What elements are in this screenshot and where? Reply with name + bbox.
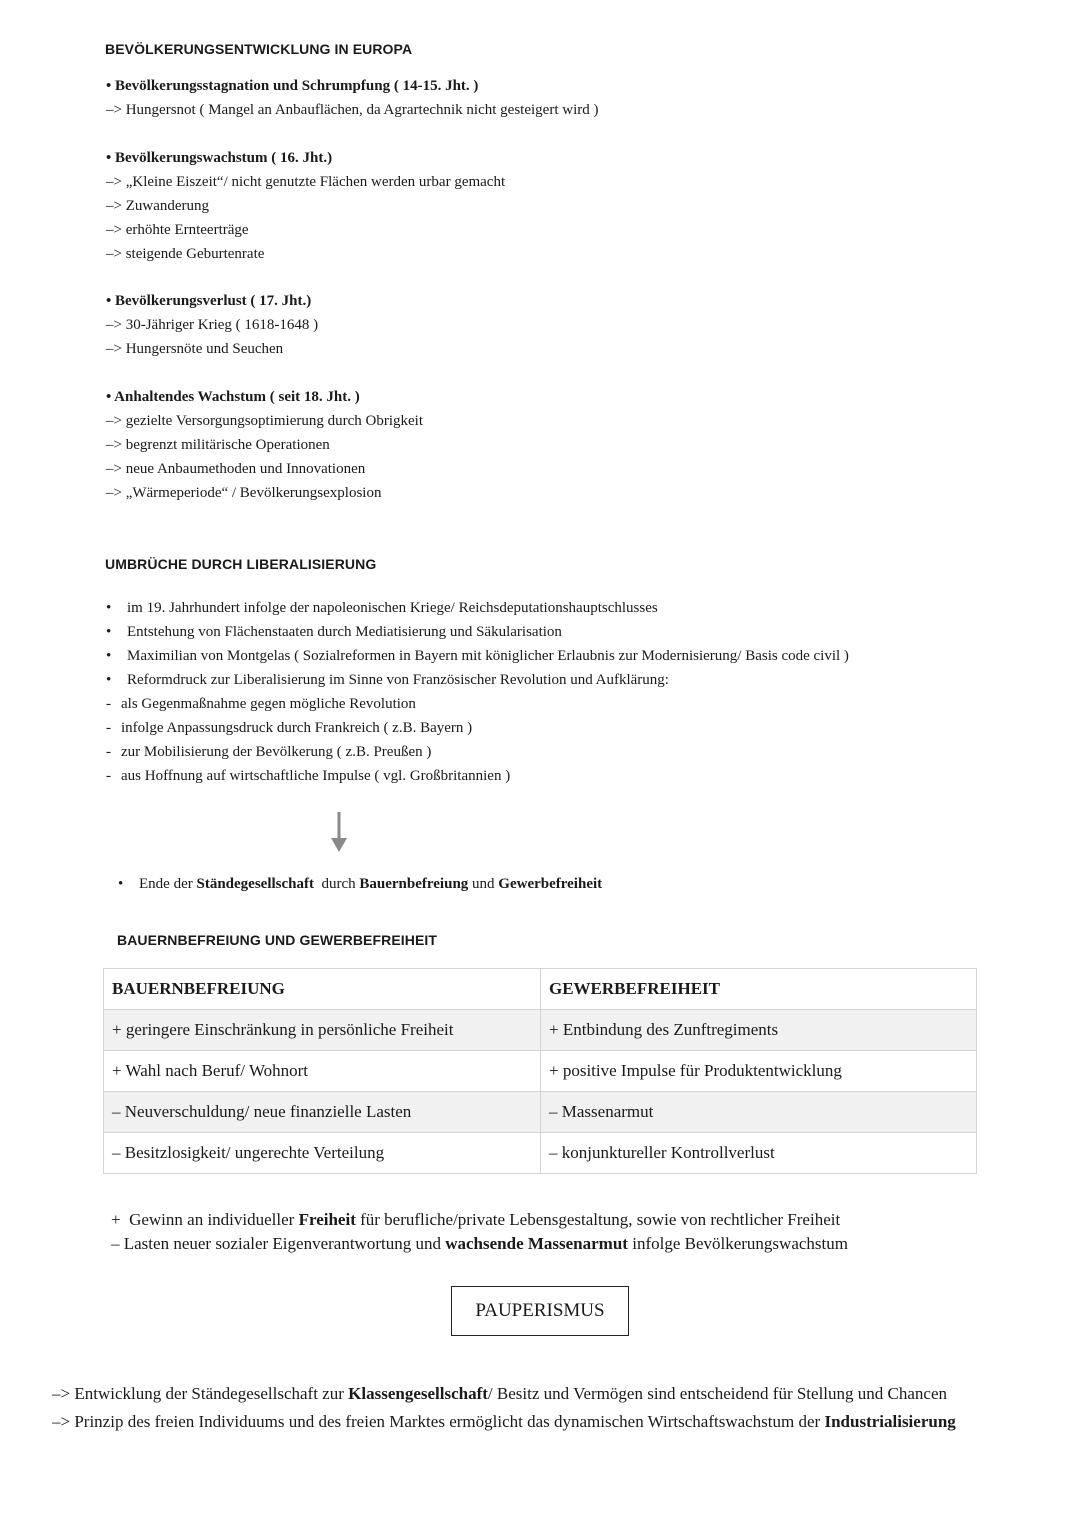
block-item: –> „Wärmeperiode“ / Bevölkerungsexplosion xyxy=(106,485,382,501)
table-cell: – Besitzlosigkeit/ ungerechte Verteilung xyxy=(104,1133,541,1174)
table-row xyxy=(104,1133,977,1174)
table-row xyxy=(104,1010,977,1051)
table-header-cell: GEWERBEFREIHEIT xyxy=(541,969,977,1010)
table-header-cell: BAUERNBEFREIUNG xyxy=(104,969,541,1010)
block-item: –> „Kleine Eiszeit“/ nicht genutzte Flächen werden urbar gemacht xyxy=(106,174,506,190)
table-row xyxy=(104,1092,977,1133)
block-title: • Bevölkerungsverlust ( 17. Jht.) xyxy=(106,293,312,309)
block-item: –> Hungersnöte und Seuchen xyxy=(106,341,284,357)
list-item: • Maximilian von Montgelas ( Sozialreformen in Bayern mit königlicher Erlaubnis zur Modernisierung/ Basis code civil ) xyxy=(106,648,849,664)
table-cell: – Massenarmut xyxy=(541,1092,977,1133)
table-cell: – konjunktureller Kontrollverlust xyxy=(541,1133,977,1174)
list-item: • im 19. Jahrhundert infolge der napoleonischen Kriege/ Reichsdeputationshauptschlusses xyxy=(106,600,658,616)
block-item: –> 30-Jähriger Krieg ( 1618-1648 ) xyxy=(106,317,319,333)
table-cell: + geringere Einschränkung in persönliche Freiheit xyxy=(104,1010,541,1051)
list-item: - aus Hoffnung auf wirtschaftliche Impulse ( vgl. Großbritannien ) xyxy=(106,768,511,784)
conclusion-line: –> Entwicklung der Ständegesellschaft zur Klassengesellschaft/ Besitz und Vermögen sind entscheidend für Stellung und Chancen xyxy=(52,1384,947,1403)
block-item: –> erhöhte Ernteerträge xyxy=(106,222,249,238)
table-cell: – Neuverschuldung/ neue finanzielle Lasten xyxy=(104,1092,541,1133)
table-row xyxy=(104,1051,977,1092)
block-item: –> Zuwanderung xyxy=(106,198,210,214)
population-block-growth xyxy=(106,146,505,266)
section-heading-reforms: BAUERNBEFREIUNG UND GEWERBEFREIHEIT xyxy=(117,932,438,948)
block-item: –> steigende Geburtenrate xyxy=(106,246,265,262)
block-title: • Bevölkerungsstagnation und Schrumpfung ( 14-15. Jht. ) xyxy=(106,78,479,94)
summary-minus: – Lasten neuer sozialer Eigenverantwortung und wachsende Massenarmut infolge Bevölkerungswachstum xyxy=(111,1234,848,1253)
arrow-down-icon xyxy=(329,810,349,854)
block-item: –> neue Anbaumethoden und Innovationen xyxy=(106,461,366,477)
list-item: - zur Mobilisierung der Bevölkerung ( z.B. Preußen ) xyxy=(106,744,432,760)
section-heading-population: BEVÖLKERUNGSENTWICKLUNG IN EUROPA xyxy=(105,41,413,57)
block-item: –> begrenzt militärische Operationen xyxy=(106,437,330,453)
list-item: • Reformdruck zur Liberalisierung im Sinne von Französischer Revolution und Aufklärung: xyxy=(106,672,669,688)
population-block-stagnation xyxy=(106,74,598,122)
pauperism-box: PAUPERISMUS xyxy=(451,1286,629,1336)
table-cell: + positive Impulse für Produktentwicklung xyxy=(541,1051,977,1092)
summary-plus: + Gewinn an individueller Freiheit für berufliche/private Lebensgestaltung, sowie von rechtlicher Freiheit xyxy=(111,1210,841,1229)
block-item: –> Hungersnot ( Mangel an Anbauflächen, da Agrartechnik nicht gesteigert wird ) xyxy=(106,102,599,118)
conclusion-line: –> Prinzip des freien Individuums und des freien Marktes ermöglicht das dynamischen Wirtschaftswachstum der Industrialisierung xyxy=(52,1412,956,1431)
section-heading-liberalisation: UMBRÜCHE DURCH LIBERALISIERUNG xyxy=(105,556,377,572)
list-item: - als Gegenmaßnahme gegen mögliche Revolution xyxy=(106,696,416,712)
liberalisation-list xyxy=(106,596,986,788)
table-cell: + Wahl nach Beruf/ Wohnort xyxy=(104,1051,541,1092)
list-item: • Entstehung von Flächenstaaten durch Mediatisierung und Säkularisation xyxy=(106,624,562,640)
list-item: - infolge Anpassungsdruck durch Frankreich ( z.B. Bayern ) xyxy=(106,720,473,736)
block-title: • Bevölkerungswachstum ( 16. Jht.) xyxy=(106,150,333,166)
block-item: –> gezielte Versorgungsoptimierung durch Obrigkeit xyxy=(106,413,424,429)
population-block-continued-growth xyxy=(106,385,423,505)
block-title: • Anhaltendes Wachstum ( seit 18. Jht. ) xyxy=(106,389,360,405)
table-cell: + Entbindung des Zunftregiments xyxy=(541,1010,977,1051)
table-header-row xyxy=(104,969,977,1010)
population-block-loss xyxy=(106,289,318,361)
liberalisation-result: • Ende der Ständegesellschaft durch Bauernbefreiung und Gewerbefreiheit xyxy=(118,876,603,892)
reforms-table xyxy=(103,968,977,1174)
